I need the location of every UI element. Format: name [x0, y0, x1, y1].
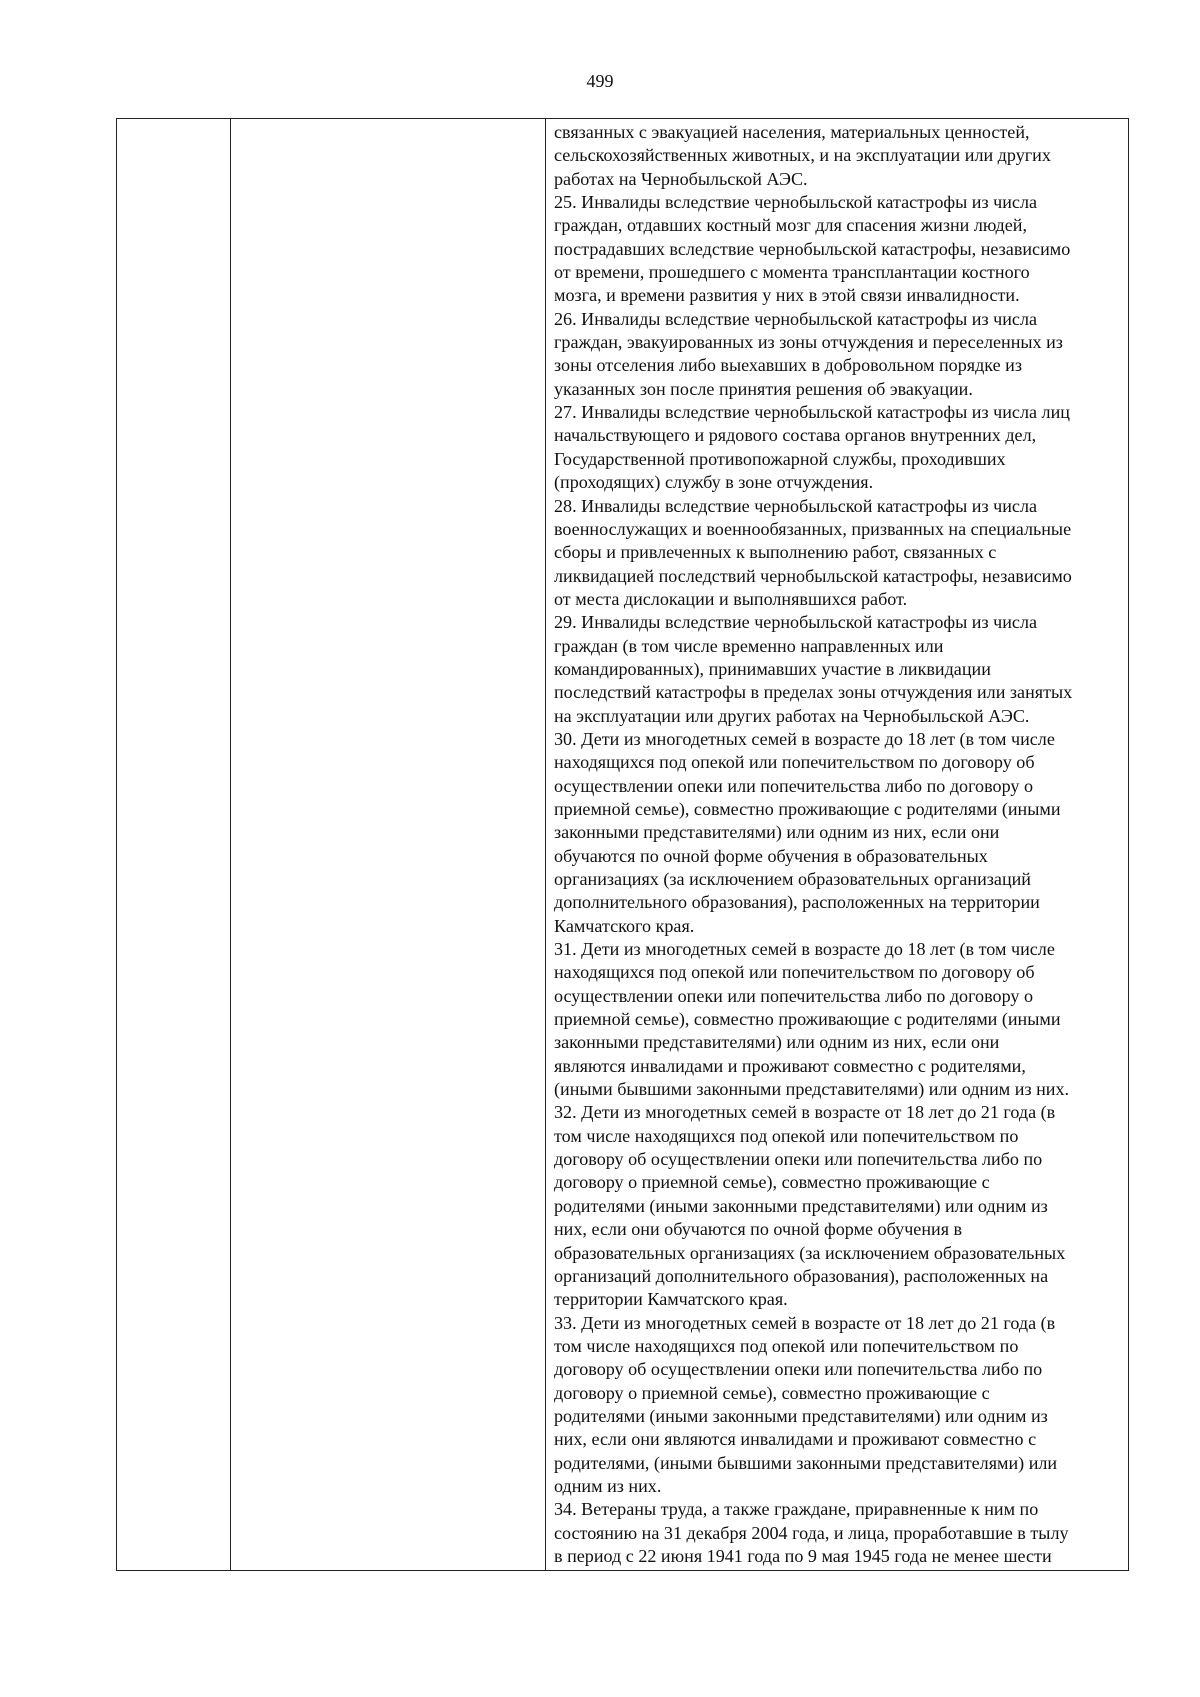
text-line: Государственной противопожарной службы, проходивших: [554, 448, 1006, 469]
text-line: 33. Дети из многодетных семей в возрасте от 18 лет до 21 года (в: [554, 1312, 1056, 1333]
text-line: территории Камчатского края.: [554, 1289, 788, 1310]
text-line: связанных с эвакуацией населения, материальных ценностей,: [554, 122, 1030, 142]
text-line: родителями, (иными бывшими законными представителями) или: [554, 1452, 1058, 1473]
text-line: организаций дополнительного образования), расположенных на: [554, 1265, 1049, 1286]
text-line: 28. Инвалиды вследствие чернобыльской катастрофы из числа: [554, 495, 1038, 516]
text-line: 30. Дети из многодетных семей в возрасте до 18 лет (в том числе: [554, 728, 1055, 749]
text-line: (проходящих) службу в зоне отчуждения.: [554, 472, 874, 493]
text-line: законными представителями) или одним из них, если они: [554, 1032, 1000, 1053]
text-line: состоянию на 31 декабря 2004 года, и лица, проработавшие в тылу: [554, 1522, 1069, 1543]
text-line: родителями (иными законными представителями) или одним из: [554, 1405, 1048, 1426]
cell-name-text: [231, 119, 545, 1570]
text-line: мозга, и времени развития у них в этой связи инвалидности.: [554, 285, 1020, 306]
text-line: на эксплуатации или других работах на Чернобыльской АЭС.: [554, 705, 1030, 726]
cell-number-text: [117, 119, 230, 1570]
text-line: одним из них.: [554, 1475, 662, 1496]
text-line: ликвидацией последствий чернобыльской катастрофы, независимо: [554, 565, 1072, 586]
text-line: находящихся под опекой или попечительством по договору об: [554, 962, 1035, 983]
table-cell-name: [231, 119, 546, 1571]
text-line: дополнительного образования), расположенных на территории: [554, 892, 1040, 913]
text-line: 29. Инвалиды вследствие чернобыльской катастрофы из числа: [554, 612, 1038, 633]
benefits-table: [116, 118, 1129, 1571]
text-line: них, если они обучаются по очной форме обучения в: [554, 1219, 963, 1240]
text-line: 27. Инвалиды вследствие чернобыльской катастрофы из числа лиц: [554, 402, 1070, 423]
text-line: договору о приемной семье), совместно проживающие с: [554, 1382, 990, 1403]
text-line: являются инвалидами и проживают совместно с родителями,: [554, 1055, 1026, 1076]
text-line: договору о приемной семье), совместно проживающие с: [554, 1172, 990, 1193]
text-line: осуществлении опеки или попечительства либо по договору о: [554, 775, 1033, 796]
text-line: (иными бывшими законными представителями) или одним из них.: [554, 1079, 1070, 1100]
text-line: в период с 22 июня 1941 года по 9 мая 1945 года не менее шести: [554, 1545, 1052, 1566]
text-line: от места дислокации и выполнявшихся работ.: [554, 588, 908, 609]
text-line: договору об осуществлении опеки или попечительства либо по: [554, 1359, 1043, 1380]
text-line: начальствующего и рядового состава органов внутренних дел,: [554, 425, 1037, 446]
text-line: 32. Дети из многодетных семей в возрасте от 18 лет до 21 года (в: [554, 1102, 1056, 1123]
text-line: граждан, эвакуированных из зоны отчуждения и переселенных из: [554, 332, 1063, 353]
text-line: них, если они являются инвалидами и проживают совместно с: [554, 1429, 1037, 1450]
page-number: 499: [586, 71, 614, 91]
text-line: Камчатского края.: [554, 915, 695, 936]
text-line: образовательных организациях (за исключением образовательных: [554, 1242, 1066, 1263]
text-line: военнослужащих и военнообязанных, призванных на специальные: [554, 518, 1072, 539]
text-line: договору об осуществлении опеки или попечительства либо по: [554, 1149, 1043, 1170]
table-cell-categories: [546, 119, 1129, 1571]
table-row: [117, 119, 1129, 1571]
text-line: командированных), принимавших участие в ликвидации: [554, 658, 991, 679]
text-line: сборы и привлеченных к выполнению работ, связанных с: [554, 542, 997, 563]
text-line: сельскохозяйственных животных, и на эксплуатации или других: [554, 145, 1051, 166]
text-line: последствий катастрофы в пределах зоны отчуждения или занятых: [554, 682, 1073, 703]
text-line: организациях (за исключением образовательных организаций: [554, 869, 1031, 889]
text-line: родителями (иными законными представителями) или одним из: [554, 1195, 1048, 1216]
text-line: указанных зон после принятия решения об эвакуации.: [554, 378, 973, 399]
text-line: осуществлении опеки или попечительства либо по договору о: [554, 985, 1033, 1006]
text-line: обучаются по очной форме обучения в образовательных: [554, 845, 988, 866]
text-line: работах на Чернобыльской АЭС.: [554, 168, 808, 189]
text-line: 31. Дети из многодетных семей в возрасте до 18 лет (в том числе: [554, 939, 1055, 960]
text-line: от времени, прошедшего с момента трансплантации костного: [554, 262, 1030, 283]
text-line: находящихся под опекой или попечительством по договору об: [554, 752, 1035, 773]
text-line: приемной семье), совместно проживающие с родителями (иными: [554, 1009, 1061, 1030]
text-line: 25. Инвалиды вследствие чернобыльской катастрофы из числа: [554, 192, 1038, 213]
text-line: граждан, отдавших костный мозг для спасения жизни людей,: [554, 215, 1027, 236]
text-line: граждан (в том числе временно направленных или: [554, 635, 944, 656]
text-line: пострадавших вследствие чернобыльской катастрофы, независимо: [554, 238, 1071, 259]
table-cell-number: [117, 119, 231, 1571]
text-line: 34. Ветераны труда, а также граждане, приравненные к ним по: [554, 1499, 1039, 1520]
text-line: 26. Инвалиды вследствие чернобыльской катастрофы из числа: [554, 308, 1038, 329]
text-line: законными представителями) или одним из них, если они: [554, 822, 1000, 843]
text-line: том числе находящихся под опекой или попечительством по: [554, 1335, 1019, 1356]
text-line: приемной семье), совместно проживающие с родителями (иными: [554, 798, 1061, 819]
categories-text: [546, 119, 1128, 1570]
text-line: том числе находящихся под опекой или попечительством по: [554, 1125, 1019, 1146]
text-line: зоны отселения либо выехавших в добровольном порядке из: [554, 355, 1023, 376]
